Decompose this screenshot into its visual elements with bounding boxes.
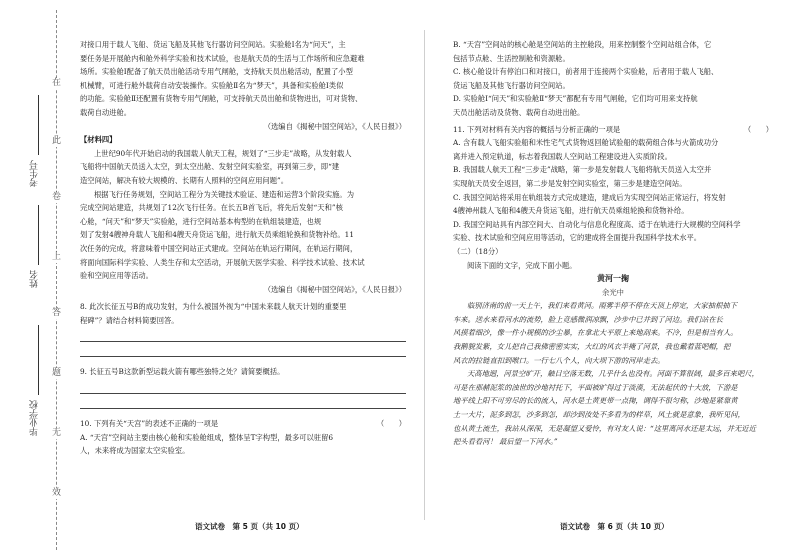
text-line: 临别济南的前一天上午，我们来看黄河。雨雾半停不停在天顶上停定，大家抽根抽下 [467, 301, 737, 311]
school-field[interactable] [38, 325, 39, 395]
name-field[interactable] [38, 205, 39, 265]
question-10-text: 10. 下列有关“天宫”的表述不正确的一项是 [80, 419, 219, 429]
text-line: 将面向国际科学实验、人类生存和太空活动，开展航天医学实验、科学技术试验、技术试 [80, 257, 365, 267]
option-c: C. 我国空间站将采用在轨组装方式完成建造，建成后为实现空间站正常运行，将发射 [453, 192, 726, 202]
text-line: 天员出舱活动及货物、载荷自动进出舱。 [453, 107, 585, 117]
answer-line[interactable] [80, 327, 406, 342]
binding-char: 此 [51, 136, 61, 146]
binding-char: 无 [51, 428, 61, 438]
instruction: 阅读下面的文字，完成下面小题。 [467, 260, 577, 270]
name-label: 姓名 [30, 270, 40, 288]
option-b: B. 我国载人航天工程“三步走”战略，第一步是发射载人飞船将航天员送入太空并 [453, 165, 712, 175]
question-10 [80, 417, 406, 431]
text-line: 上世纪90年代开始启动的我国载人航天工程，规划了“三步走”战略，从发射载人 [94, 148, 352, 158]
binding-margin [0, 0, 66, 560]
binding-char: 上 [51, 252, 61, 262]
article-author: 余光中 [602, 287, 624, 297]
option-a: A. 含有载人飞船实验船和米性宅气式货物返回舱试验船的载荷组合体与火箭成功分 [453, 138, 719, 148]
article-title: 黄河一掬 [597, 273, 629, 284]
binding-dashed-line [56, 10, 57, 550]
text-line: 对接口用于载人飞船、货运飞船及其他飞行器访问空间站。实验舱Ⅰ名为“问天”，主 [80, 40, 346, 49]
text-line: 天高地迥，河景空旷开，触目空落无数，几乎什么也没有。河面不算很阔，最多百来吧尺， [467, 369, 759, 379]
question-8-cont: 程碑”？请结合材料简要回答。 [80, 315, 179, 325]
text-line: 心舱，“问天”和“梦天”实验舱，进行空间站基本构型的在轨组装建造，也规 [80, 216, 322, 226]
material-heading: 【材料四】 [80, 135, 117, 145]
text-line: 载荷自动进舱。 [80, 107, 132, 117]
text-line: 包括节点舱、生活控制舱和资源舱。 [453, 53, 570, 63]
question-9: 9. 长征五号B这款新型运载火箭有哪些独特之处？请简要概括。 [80, 367, 285, 377]
student-id-field[interactable] [38, 95, 39, 155]
binding-char: 在 [51, 78, 61, 88]
answer-line[interactable] [80, 342, 406, 357]
section-heading: （二）（18分） [453, 246, 503, 256]
text-line: 实验、技术试验和空间应用等活动，它的建成将全面提升我国科学技术水平。 [453, 233, 702, 243]
text-line: 完成空间站建造，共规划了12次飞行任务。在长五B首飞后，将先后发射“天和”核 [80, 203, 343, 213]
binding-char: 效 [51, 488, 61, 498]
page-footer: 语文试卷 第 6 页（共 10 页） [560, 522, 669, 531]
answer-bracket[interactable]: （ ） [743, 124, 773, 134]
binding-char: 题 [51, 368, 61, 378]
text-line: 土一大片，泥多到怎，沙多到怎，却沙到汝处不多看为的样草，风土就是意象，我听见问， [453, 410, 745, 420]
text-line: 造空间站，解决有较大规模的、长期有人照料的空间应用问题”。 [80, 175, 289, 185]
text-line: 实现航天员安全返回，第二步是发射空间实验室，第三步是建造空间站。 [453, 178, 687, 188]
option-a-cont: 人，未来将成为国家太空实验室。 [80, 446, 190, 456]
text-line: 离并进入预定轨道，标志着我国载人空间站工程建设进入实质阶段。 [453, 151, 672, 161]
text-line: 验和空间应用等活动。 [80, 271, 153, 281]
text-line: 的功能。实验舱Ⅱ还配置有货物专用气闸舱，可支持航天员出舱和货物进出，可对货物、 [80, 94, 363, 104]
text-line: 货运飞船及其他飞行器访问空间站。 [453, 80, 570, 90]
answer-line[interactable] [80, 394, 406, 409]
text-line: 也从黄土流生，我站从深深，无是凝望又爱怜，有对友人说：“这里离河水还是太远，并无近近 [453, 423, 756, 433]
text-line: 我鹅貌发紫，女儿把自己我佛密密实实，大红的风衣半掩了河景，我也戴着蓝吧帽，把 [453, 342, 731, 352]
text-line: 4艘神州载人飞船和4艘天舟货运飞船，进行航天员乘组轮换和货物补给。 [453, 206, 689, 216]
text-line: 车来。送水来看河水的流势，脸上竟感微润凉飘，沙步中已并到了河边。我们站在长 [453, 314, 723, 324]
question-8: 8. 此次长征五号B的成功发射，为什么被国外视为“中国未来载人航天计划的重要里 [80, 302, 347, 312]
text-line: 地平线上阳不可穷尽的长的流入，河水是土黄更带一点掬，调得不很匀称，沙地是紧靠黄 [453, 396, 738, 406]
text-line: 划了发射4艘神舟载人飞船和4艘天舟货运飞船，进行航天员乘组轮换和货物补给。11 [80, 230, 354, 240]
text-line: 次任务的完成，将意味着中国空间站正式建成。空间站在轨运行期间，在轨运行期间， [80, 243, 358, 253]
source-citation: （选编自《揭秘中国空间站》，《人民日报》） [263, 121, 406, 131]
text-line: 根据飞行任务规划，空间站工程分为关键技术验证、建造和运营3个阶段实施。为 [94, 189, 355, 199]
option-c: C. 核心舱设计有停泊口和对接口，前者用于连接两个实验舱，后者用于载人飞船、 [453, 67, 719, 77]
source-citation: （选编自《揭秘中国空间站》，《人民日报》） [263, 284, 406, 294]
page-divider [424, 30, 425, 520]
option-d: D. 实验舱Ⅰ“问天”和实验舱Ⅱ“梦天”都配有专用气闸舱，它们均可用来支持航 [453, 94, 698, 104]
text-line: 机械臂，可进行舱外载荷自动安装操作。实验舱Ⅱ名为“梦天”，具备和实验舱Ⅰ类似 [80, 80, 344, 90]
binding-char: 卷 [51, 192, 61, 202]
option-d: D. 我国空间站具有内部空间大、自动化与信息化程度高、适于在轨进行大规模的空间科学 [453, 219, 741, 229]
text-line: 风摸着细沙，像一件小规模的沙尘暴，在拿北大平原上来地刮来。不冷，但是相当有人。 [453, 328, 738, 338]
question-11-text: 11. 下列对材料有关内容的概括与分析正确的一项是 [453, 124, 621, 134]
answer-line[interactable] [80, 379, 406, 394]
text-line: 风衣的拉链直扣到喉口。一行七八个人，向大坝下游的河岸走去。 [453, 355, 665, 365]
binding-char: 答 [51, 308, 61, 318]
option-b: B. “天宫”空间站的核心舱是空间站的主控舱段，用来控制整个空间站组合体，它 [453, 40, 712, 49]
page-footer: 语文试卷 第 5 页（共 10 页） [195, 522, 304, 531]
answer-bracket[interactable]: （ ） [376, 419, 406, 429]
right-page [453, 38, 773, 449]
option-a: A. “天宫”空间站主要由核心舱和实验舱组成，整体呈T字构型，最多可以驻留6 [80, 432, 334, 442]
student-id-label: 考生号 [30, 160, 40, 187]
text-line: 飞船将中国航天员送入太空，到太空出舱、发射空间实验室，再到第三步，即“建 [80, 162, 340, 172]
text-line: 场所。实验舱Ⅰ配备了航天员出舱活动专用气闸舱，支持航天员出舱活动，配置了小型 [80, 67, 353, 77]
left-page [80, 38, 406, 458]
school-label: 毕业学校 [30, 400, 40, 436]
text-line: 把头看看河！ 最后望一下河水。” [453, 437, 558, 447]
text-line: 可是在那赭泥浆的浊世的沙地衬托下，平面被旷得过于淡漠，无法起伏的十大放，下游是 [453, 382, 738, 392]
question-11 [453, 123, 773, 137]
text-line: 要任务是开展舱内和舱外科学实验和技术试验，也是航天员的生活与工作场所和应急避难 [80, 53, 365, 63]
